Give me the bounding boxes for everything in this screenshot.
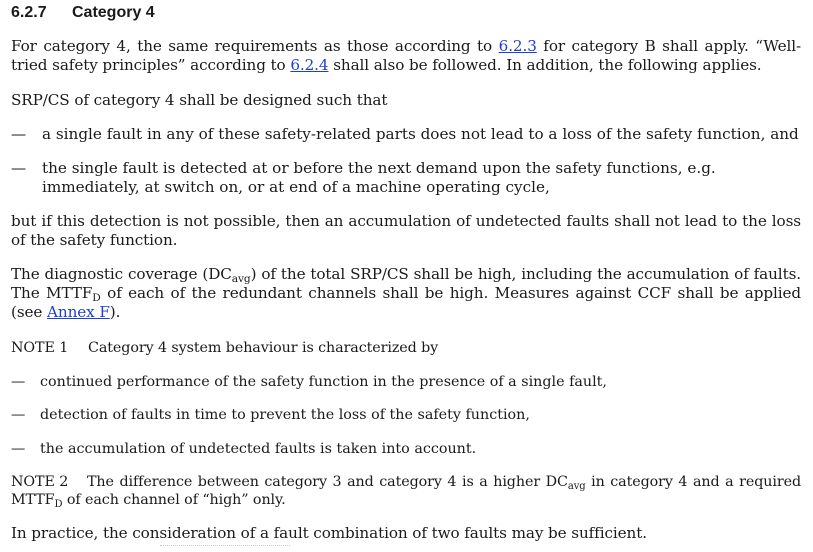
list-item	[11, 125, 801, 144]
dash-marker: —	[11, 374, 26, 390]
note-2-text-2: in category 4 and a required MTTF	[11, 474, 801, 508]
mttfd-subscript: D	[92, 291, 101, 304]
diag-text-1: The diagnostic coverage (DC	[11, 265, 232, 283]
intro-text-1: For category 4, the same requirements as those according to	[11, 37, 499, 55]
list-item	[11, 440, 801, 459]
practice-paragraph: In practice, the consideration of a fault combination of two faults may be sufficient.	[11, 524, 647, 542]
dash-marker: —	[11, 441, 26, 457]
list-item-text: continued performance of the safety function in the presence of a single fault,	[40, 374, 607, 390]
diag-text-2: ) of the total SRP/CS shall be high, including the accumulation of faults. The MTTF	[11, 265, 801, 302]
note-2-text-1: The difference between category 3 and category 4 is a higher DC	[87, 474, 568, 490]
note-2-mttfd-subscript: D	[54, 499, 63, 510]
detection-paragraph: but if this detection is not possible, then an accumulation of undetected faults shall not lead to the loss of the safety function.	[11, 212, 801, 249]
section-heading	[11, 4, 155, 22]
note-2-dc-avg-subscript: avg	[567, 481, 586, 492]
section-title: Category 4	[72, 4, 155, 21]
list-item-text: a single fault in any of these safety-related parts does not lead to a loss of the safety function, and	[42, 125, 799, 143]
diag-text-4: ).	[109, 303, 121, 321]
list-item	[11, 406, 801, 425]
diag-text-3: of each of the redundant channels shall be high. Measures against CCF shall be applied (see	[11, 284, 802, 321]
design-paragraph: SRP/CS of category 4 shall be designed such that	[11, 91, 388, 109]
note-2	[11, 473, 801, 509]
list-item	[11, 159, 801, 197]
cut-off-line	[160, 545, 290, 550]
list-item-text: detection of faults in time to prevent the loss of the safety function,	[40, 407, 530, 423]
intro-text-3: shall also be followed. In addition, the following applies.	[328, 56, 762, 74]
note-1-text: Category 4 system behaviour is characterized by	[88, 340, 439, 356]
diagnostic-paragraph	[11, 265, 801, 322]
list-item	[11, 373, 801, 392]
section-number: 6.2.7	[11, 4, 47, 21]
intro-text-2: for category B shall apply. “Well-tried safety principles” according to	[11, 37, 802, 74]
note-2-label: NOTE 2	[11, 474, 69, 490]
note-2-text-3: of each channel of “high” only.	[62, 492, 286, 508]
note-1-label: NOTE 1	[11, 340, 69, 356]
dash-marker: —	[11, 407, 26, 423]
note-1	[11, 339, 801, 357]
list-item-text: the single fault is detected at or before the next demand upon the safety functions, e.g. immediately, at switch on, or at end of a machine operating cycle,	[42, 159, 716, 196]
dash-marker: —	[11, 159, 27, 177]
dash-marker: —	[11, 125, 27, 143]
intro-paragraph	[11, 37, 801, 75]
link-annex-f[interactable]: Annex F	[47, 303, 110, 321]
link-6-2-4[interactable]: 6.2.4	[290, 56, 329, 74]
link-6-2-3[interactable]: 6.2.3	[498, 37, 537, 55]
dc-avg-subscript: avg	[231, 272, 251, 285]
list-item-text: the accumulation of undetected faults is taken into account.	[40, 441, 477, 457]
